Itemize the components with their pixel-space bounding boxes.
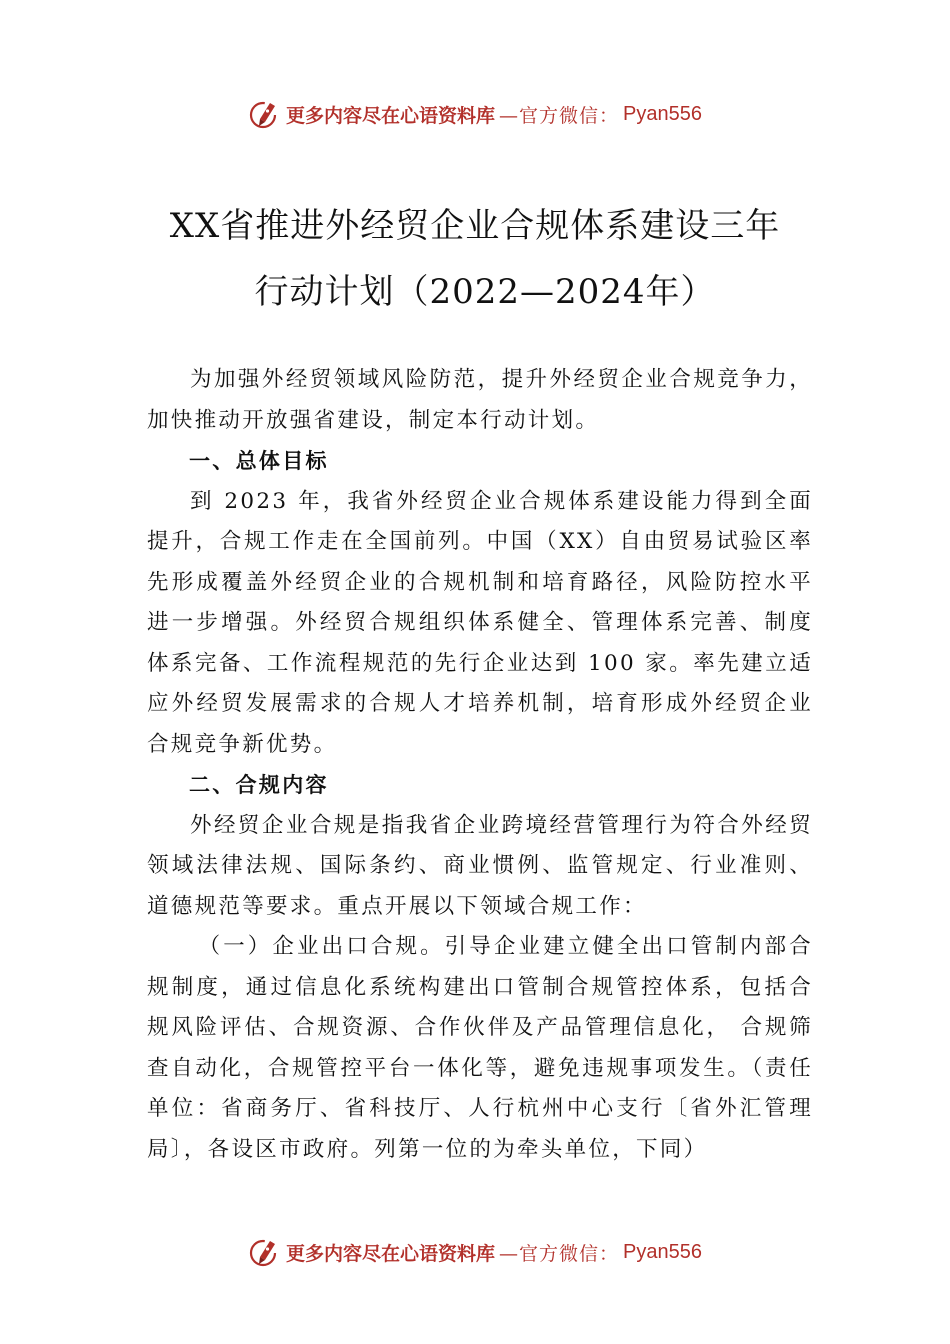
banner-brand-text: 更多内容尽在心语资料库: [286, 104, 496, 127]
section-heading-1: 一、总体目标: [189, 449, 329, 473]
subsection-1-paragraph: （一）企业出口合规。引导企业建立健全出口管制内部合规制度，通过信息化系统构建出口管制合规管控体系，包括合规风险评估、合规资源、合作伙伴及产品管理信息化， 合规筛查自动化，合规管控平台一体化等，避免违规事项发生。（责任单位：省商务厅、省科技厅、人行杭州中心支行〔省外汇管理局〕，各设区市政府。列第一位的为牵头单位，下同）: [147, 934, 813, 1162]
footer-banner[interactable]: [0, 1232, 950, 1272]
document-body: [147, 360, 813, 1170]
section-1-paragraph: 到 2023 年，我省外经贸企业合规体系建设能力得到全面提升，合规工作走在全国前列。中国（XX）自由贸易试验区率先形成覆盖外经贸企业的合规机制和培育路径，风险防控水平进一步增强。外经贸合规组织体系健全、管理体系完善、制度体系完备、工作流程规范的先行企业达到 100 家。率先建立适应外经贸发展需求的合规人才培养机制，培育形成外经贸企业合规竞争新优势。: [147, 488, 813, 757]
document-title-line-2: 行动计划（2022—2024年）: [254, 272, 716, 312]
section-2-paragraph: 外经贸企业合规是指我省企业跨境经营管理行为符合外经贸领域法律法规、国际条约、商业惯例、监管规定、行业准则、道德规范等要求。重点开展以下领域合规工作：: [147, 812, 813, 919]
banner-wechat-id: Pyan556: [623, 102, 702, 125]
banner-official-text: —官方微信：: [499, 104, 620, 127]
banner-brand-text: 更多内容尽在心语资料库: [286, 1242, 496, 1265]
banner-official-text: —官方微信：: [499, 1242, 620, 1265]
banner-wechat-id: Pyan556: [623, 1240, 702, 1263]
fountain-pen-nib-icon: [248, 97, 282, 131]
fountain-pen-nib-icon: [248, 1235, 282, 1269]
header-banner[interactable]: [0, 94, 950, 134]
document-title-line-1: XX省推进外经贸企业合规体系建设三年: [169, 206, 781, 246]
section-heading-2: 二、合规内容: [189, 773, 329, 797]
intro-paragraph: 为加强外经贸领域风险防范，提升外经贸企业合规竞争力，加快推动开放强省建设，制定本行动计划。: [147, 367, 813, 433]
